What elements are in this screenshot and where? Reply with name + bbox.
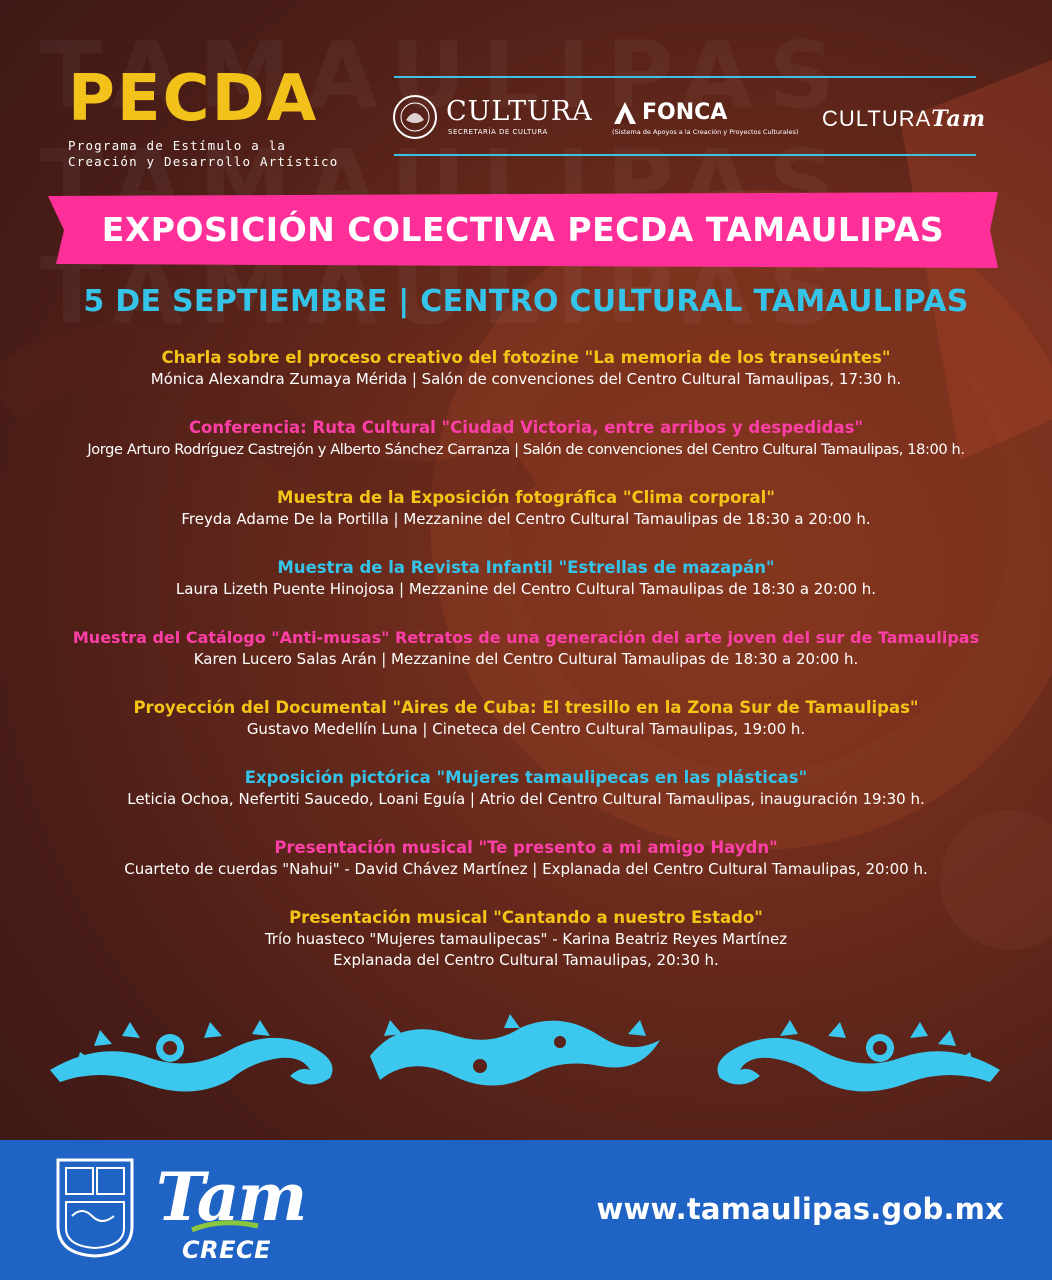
page-title: EXPOSICIÓN COLECTIVA PECDA TAMAULIPAS	[101, 210, 945, 249]
footer	[0, 1140, 1052, 1280]
event-title: Muestra del Catálogo "Anti-musas" Retratos de una generación del arte joven del sur de Tamaulipas	[72, 628, 980, 647]
event-detail: Mónica Alexandra Zumaya Mérida | Salón de convenciones del Centro Cultural Tamaulipas, 17:30 h.	[150, 370, 902, 388]
pecda-subtitle	[68, 138, 368, 170]
cultura-logo-text: CULTURA	[446, 96, 593, 127]
tam-logo-text: Tam	[156, 1158, 306, 1236]
cultura-logo-subtext: SECRETARÍA DE CULTURA	[448, 128, 548, 136]
event-detail: Laura Lizeth Puente Hinojosa | Mezzanine del Centro Cultural Tamaulipas de 18:30 a 20:00 h.	[175, 580, 877, 598]
event-title: Charla sobre el proceso creativo del fotozine "La memoria de los transeúntes"	[161, 348, 891, 367]
event-item	[0, 557, 1052, 627]
event-item	[0, 487, 1052, 557]
event-detail: Cuarteto de cuerdas "Nahui" - David Chávez Martínez | Explanada del Centro Cultural Tamaulipas, 20:00 h.	[124, 860, 928, 878]
event-item	[0, 697, 1052, 767]
event-title: Exposición pictórica "Mujeres tamaulipecas en las plásticas"	[244, 768, 808, 787]
pecda-subtitle-line2: Creación y Desarrollo Artístico	[68, 154, 339, 169]
event-detail: Gustavo Medellín Luna | Cineteca del Centro Cultural Tamaulipas, 19:00 h.	[246, 720, 806, 738]
event-item	[0, 907, 1052, 977]
culturatam-logo	[822, 106, 986, 132]
event-item	[0, 417, 1052, 487]
state-coat-of-arms-icon	[54, 1156, 136, 1258]
event-title: Muestra de la Revista Infantil "Estrellas de mazapán"	[277, 558, 775, 577]
event-list	[0, 347, 1052, 977]
event-date-venue: 5 DE SEPTIEMBRE | CENTRO CULTURAL TAMAULIPAS	[83, 284, 969, 319]
header	[0, 0, 1052, 180]
tam-crece-logo	[150, 1158, 340, 1268]
culturatam-logo-prefix: CULTURA	[822, 106, 932, 131]
fonca-icon	[612, 100, 638, 126]
website-url[interactable]: www.tamaulipas.gob.mx	[596, 1192, 1004, 1226]
pecda-logo-text: PECDA	[68, 62, 319, 136]
event-title: Muestra de la Exposición fotográfica "Clima corporal"	[277, 488, 775, 507]
event-detail-line2: Explanada del Centro Cultural Tamaulipas, 20:30 h.	[333, 951, 719, 969]
event-detail: Jorge Arturo Rodríguez Castrejón y Alberto Sánchez Carranza | Salón de convenciones del Centro Cultural Tamaulipas, 18:00 h.	[87, 441, 965, 458]
event-item	[0, 837, 1052, 907]
event-detail: Freyda Adame De la Portilla | Mezzanine del Centro Cultural Tamaulipas de 18:30 a 20:00 h.	[181, 510, 871, 528]
title-ribbon	[48, 192, 998, 268]
divider-line	[394, 154, 976, 156]
event-item	[0, 767, 1052, 837]
culturatam-logo-suffix: Tam	[931, 106, 987, 132]
tam-logo-swoosh	[190, 1220, 260, 1234]
event-detail: Karen Lucero Salas Arán | Mezzanine del Centro Cultural Tamaulipas de 18:30 a 20:00 h.	[193, 650, 859, 668]
event-item	[0, 347, 1052, 417]
pecda-logo	[68, 62, 368, 170]
divider-line	[394, 76, 976, 78]
event-item	[0, 627, 1052, 697]
event-title: Presentación musical "Cantando a nuestro Estado"	[289, 908, 763, 927]
fonca-logo-text: FONCA	[642, 100, 728, 125]
event-title: Presentación musical "Te presento a mi amigo Haydn"	[274, 838, 778, 857]
fonca-logo-subtext: (Sistema de Apoyos a la Creación y Proyectos Culturales)	[612, 128, 799, 136]
crece-text: CRECE	[182, 1236, 271, 1264]
event-title: Conferencia: Ruta Cultural "Ciudad Victoria, entre arribos y despedidas"	[188, 418, 864, 437]
event-detail: Leticia Ochoa, Nefertiti Saucedo, Loani Eguía | Atrio del Centro Cultural Tamaulipas, inauguración 19:30 h.	[127, 790, 925, 808]
event-detail: Trío huasteco "Mujeres tamaulipecas" - Karina Beatriz Reyes Martínez	[264, 930, 788, 948]
mexico-seal-icon	[392, 94, 438, 140]
event-title: Proyección del Documental "Aires de Cuba: El tresillo en la Zona Sur de Tamaulipas"	[133, 698, 919, 717]
scroll-ornament-icon	[40, 1000, 1010, 1100]
pecda-subtitle-line1: Programa de Estímulo a la	[68, 138, 287, 153]
